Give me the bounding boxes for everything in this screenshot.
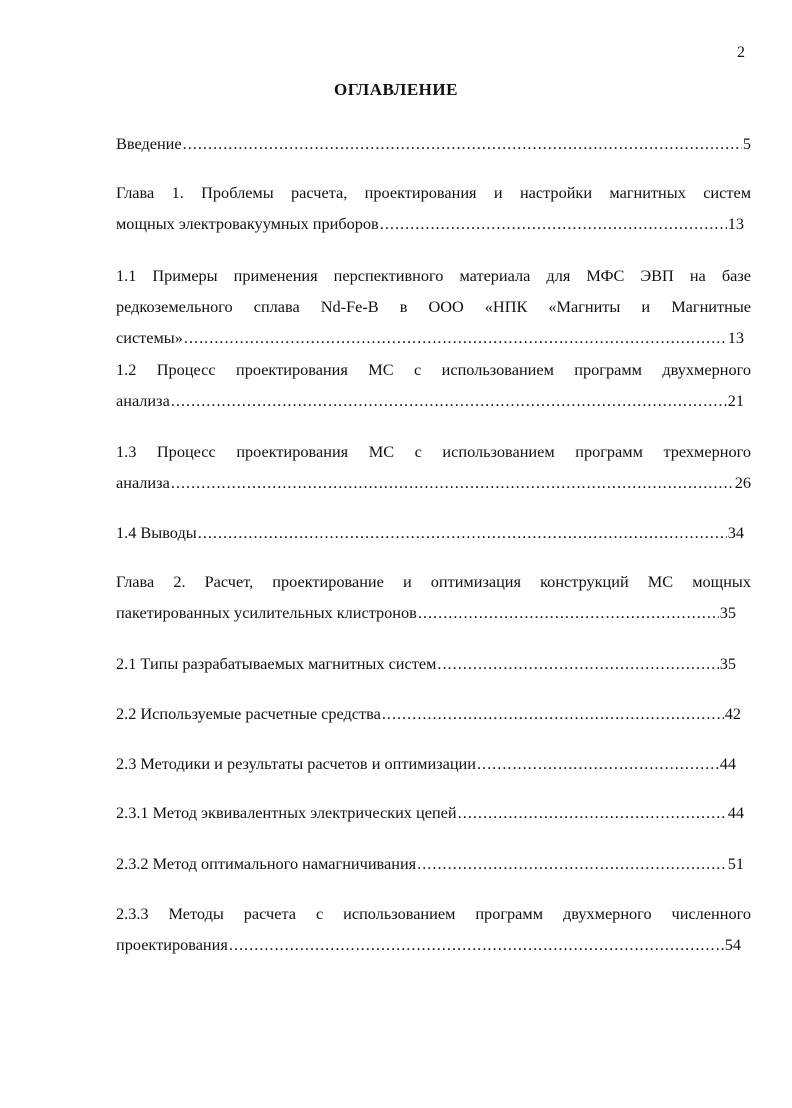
toc-entry-page: 21 — [727, 391, 744, 410]
toc-entry-title: 2.3.3 Методы расчета с использованием программ двухмерного численного — [116, 904, 751, 923]
toc-entry-section-2-3-1[interactable] — [116, 797, 751, 828]
toc-entry-page: 26 — [734, 473, 751, 492]
leader-dots — [184, 322, 727, 353]
toc-entry-title-cont: мощных электровакуумных приборов — [116, 214, 379, 233]
leader-dots — [171, 467, 734, 498]
toc-entry-title-cont: редкоземельного сплава Nd-Fe-B в ООО «НПК «Магниты и Магнитные — [116, 297, 751, 316]
leader-dots — [380, 208, 727, 239]
toc-entry-page: 35 — [719, 603, 736, 622]
toc-entry-section-2-3-2[interactable] — [116, 848, 751, 879]
toc-entry-title: 1.3 Процесс проектирования МС с использованием программ трехмерного — [116, 442, 751, 461]
toc-entry-section-1-3[interactable] — [116, 436, 751, 498]
toc-entry-title-cont: проектирования — [116, 935, 228, 954]
leader-dots — [171, 385, 727, 416]
toc-heading: ОГЛАВЛЕНИЕ — [334, 80, 458, 99]
toc-entry-title: 2.2 Используемые расчетные средства — [116, 704, 381, 723]
toc-entry-title: 1.1 Примеры применения перспективного материала для МФС ЭВП на базе — [116, 266, 751, 285]
toc-entry-page: 44 — [719, 754, 736, 773]
toc-entry-title-cont: пакетированных усилительных клистронов — [116, 603, 417, 622]
toc-entry-section-2-2[interactable] — [116, 698, 751, 729]
toc-entry-page: 5 — [742, 134, 751, 153]
toc-entry-title: 2.3 Методики и результаты расчетов и оптимизации — [116, 754, 476, 773]
toc-entry-page: 35 — [719, 654, 736, 673]
leader-dots — [183, 128, 742, 159]
toc-entry-title: 2.1 Типы разрабатываемых магнитных систем — [116, 654, 437, 673]
toc-entry-chapter-1[interactable] — [116, 177, 751, 239]
toc-entry-title: 1.4 Выводы — [116, 523, 197, 542]
leader-dots — [417, 848, 727, 879]
toc-entry-page: 13 — [727, 214, 744, 233]
toc-entry-title-cont: анализа — [116, 473, 170, 492]
toc-entry-title: Глава 1. Проблемы расчета, проектирования и настройки магнитных систем — [116, 183, 751, 202]
toc-entry-section-2-3[interactable] — [116, 748, 751, 779]
toc-entry-section-2-3-3[interactable] — [116, 898, 751, 960]
toc-entry-page: 42 — [724, 704, 741, 723]
toc-entry-title: Глава 2. Расчет, проектирование и оптимизация конструкций МС мощных — [116, 572, 751, 591]
leader-dots — [229, 929, 724, 960]
leader-dots — [458, 797, 727, 828]
toc-entry-introduction[interactable] — [116, 128, 751, 159]
leader-dots — [198, 517, 727, 548]
toc-entry-title-cont: анализа — [116, 391, 170, 410]
page-number: 2 — [737, 44, 745, 61]
toc-entry-chapter-2[interactable] — [116, 566, 751, 628]
toc-entry-section-1-4[interactable] — [116, 517, 751, 548]
leader-dots — [437, 648, 718, 679]
toc-entry-title: 2.3.1 Метод эквивалентных электрических цепей — [116, 803, 457, 822]
toc-entry-section-1-1[interactable] — [116, 260, 751, 353]
toc-entry-page: 13 — [727, 328, 744, 347]
toc-entry-title: 1.2 Процесс проектирования МС с использованием программ двухмерного — [116, 360, 751, 379]
toc-entry-title: Введение — [116, 134, 182, 153]
toc-entry-section-1-2[interactable] — [116, 354, 751, 416]
toc-entry-page: 51 — [727, 854, 744, 873]
toc-entry-page: 44 — [727, 803, 744, 822]
toc-entry-section-2-1[interactable] — [116, 648, 751, 679]
toc-entry-page: 34 — [727, 523, 744, 542]
toc-entry-page: 54 — [724, 935, 741, 954]
leader-dots — [418, 597, 719, 628]
toc-entry-title-cont: системы» — [116, 328, 183, 347]
toc-entry-title: 2.3.2 Метод оптимального намагничивания — [116, 854, 417, 873]
leader-dots — [477, 748, 719, 779]
leader-dots — [382, 698, 724, 729]
